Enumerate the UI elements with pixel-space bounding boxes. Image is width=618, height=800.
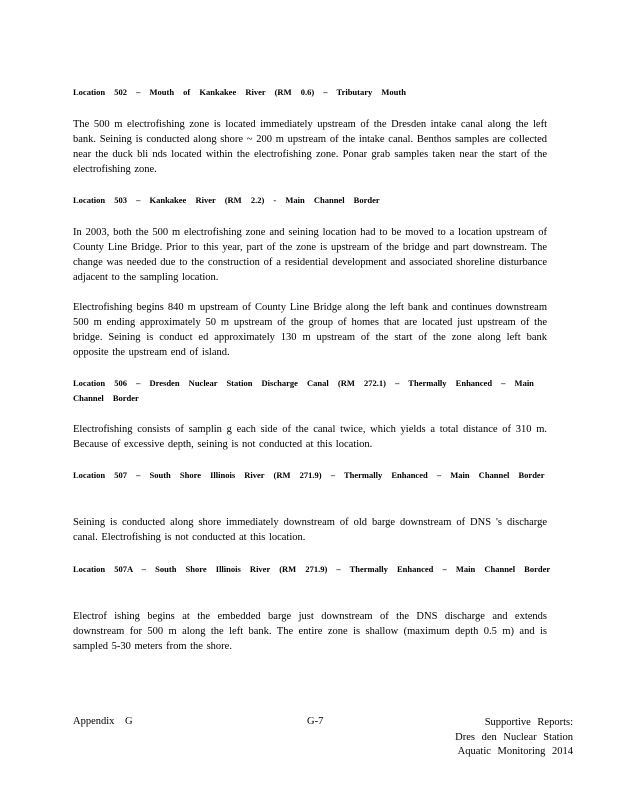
footer-report-line-1: Supportive Reports: [484, 717, 573, 728]
section-heading-502: Location 502 – Mouth of Kankakee River (RM 0.6) – Tributary Mouth [73, 87, 406, 97]
section-paragraph-503-b: Electrofishing begins 840 m upstream of County Line Bridge along the left bank and continues downstream 500 m ending approximately 50 m upstream of the group of homes that are located just upstream of the bridge. Seining is conduct ed approximately 130 m upstream of the start of the zone along left bank opposite the upstream end of island. [73, 302, 547, 358]
footer-report-line-3: Aquatic Monitoring 2014 [457, 746, 573, 757]
section-paragraph-507: Seining is conducted along shore immediately downstream of old barge downstream of DNS 's discharge canal. Electrofishing is not conducted at this location. [73, 517, 547, 543]
footer-page-number: G-7 [307, 716, 324, 727]
section-heading-507: Location 507 – South Shore Illinois River (RM 271.9) – Thermally Enhanced – Main Channel Border [73, 470, 545, 480]
footer-appendix-label: Appendix G [73, 716, 133, 727]
section-paragraph-502: The 500 m electrofishing zone is located immediately upstream of the Dresden intake canal along the left bank. Seining is conducted along shore ~ 200 m upstream of the intake canal. Benthos samples are collected near the duck bli nds located within the electrofishing zone. Ponar grab samples taken near the start of the electrofishing zone. [73, 119, 547, 175]
section-heading-506: Location 506 – Dresden Nuclear Station Discharge Canal (RM 272.1) – Thermally Enhanced – Main Channel Border [73, 378, 534, 403]
section-heading-507a: Location 507A – South Shore Illinois River (RM 271.9) – Thermally Enhanced – Main Channel Border [73, 564, 551, 574]
section-heading-503: Location 503 – Kankakee River (RM 2.2) - Main Channel Border [73, 195, 380, 205]
footer-report-line-2: Dres den Nuclear Station [455, 731, 573, 743]
footer-report-title [455, 716, 573, 760]
section-paragraph-506: Electrofishing consists of samplin g each side of the canal twice, which yields a total distance of 310 m. Because of excessive depth, seining is not conducted at this location. [73, 424, 547, 450]
section-paragraph-503-a: In 2003, both the 500 m electrofishing zone and seining location had to be moved to a location upstream of County Line Bridge. Prior to this year, part of the zone is upstream of the bridge and part downstream. The change was needed due to the construction of a residential development and associated shoreline disturbance adjacent to the sampling location. [73, 227, 547, 283]
section-paragraph-507a: Electrof ishing begins at the embedded barge just downstream of the DNS discharge and extends downstream for 500 m along the left bank. The entire zone is shallow (maximum depth 0.5 m) and is sampled 5-30 meters from the shore. [73, 611, 547, 652]
